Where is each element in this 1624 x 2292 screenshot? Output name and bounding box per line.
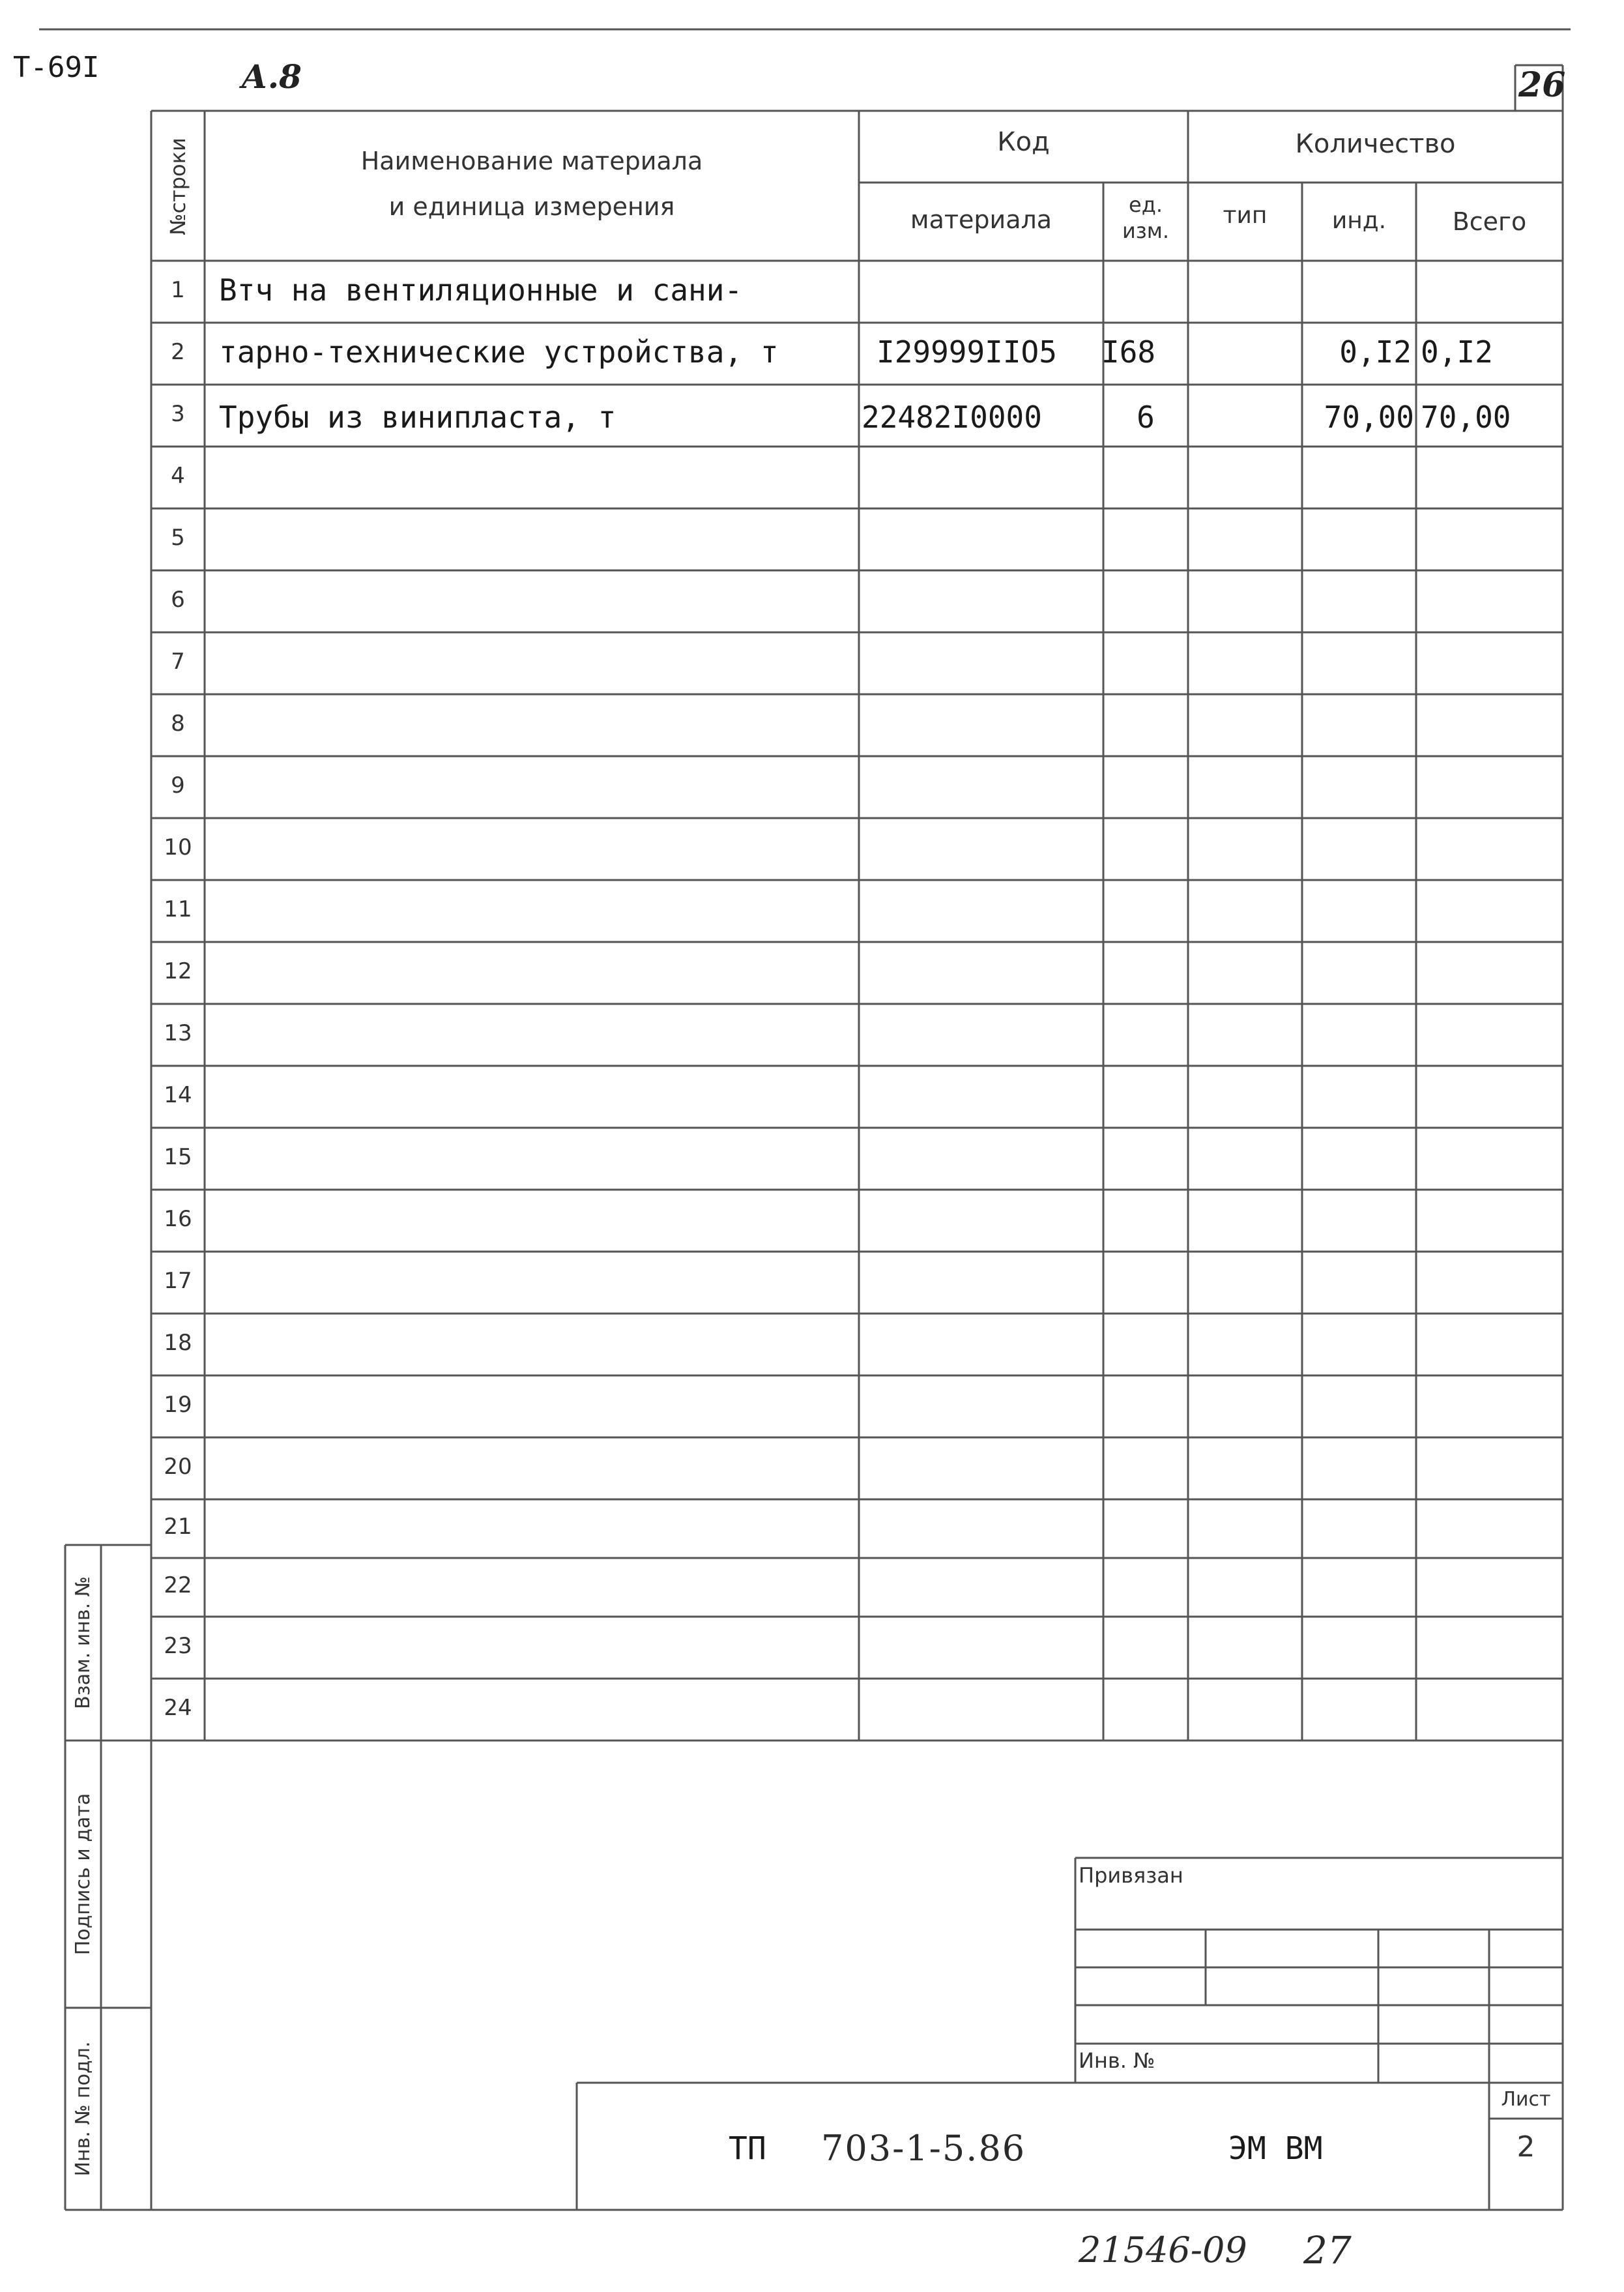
row-2-material-code: I29999IIO5 [877, 334, 1057, 370]
row-number: 2 [171, 339, 185, 365]
row-number: 12 [164, 958, 192, 984]
header-name-line1: Наименование материала [360, 147, 703, 175]
header-qty-type: тип [1223, 202, 1268, 229]
row-number: 16 [164, 1206, 192, 1232]
row-number: 6 [171, 587, 185, 613]
page-number: 27 [1303, 2228, 1352, 2272]
row-3-name: Трубы из винипласта, т [219, 400, 616, 435]
side-sign-date: Подпись и дата [72, 1793, 94, 1956]
row-number: 10 [164, 834, 192, 860]
designation-number: 703-1-5.86 [821, 2128, 1026, 2169]
row-2-unit-code: I68 [1101, 334, 1156, 370]
row-number: 8 [171, 711, 185, 737]
row-number: 5 [171, 525, 185, 551]
row-number: 22 [164, 1572, 192, 1598]
row-number: 13 [164, 1020, 192, 1046]
row-2-total: 0,I2 [1421, 334, 1493, 370]
row-2-name: тарно-технические устройства, т [219, 334, 779, 370]
header-row-number: №строки [166, 138, 190, 235]
row-number: 14 [164, 1082, 192, 1108]
header-code-unit-1: ед. [1129, 192, 1163, 217]
header-name-line2: и единица измерения [388, 192, 675, 221]
row-3-material-code: 22482I0000 [862, 400, 1042, 435]
row-number: 11 [164, 896, 192, 922]
row-3-unit-code: 6 [1137, 400, 1155, 435]
header-code-material: материала [910, 205, 1052, 234]
side-orig-inv: Инв. № подл. [72, 2041, 94, 2177]
header-code-unit-2: изм. [1122, 218, 1170, 243]
row-number: 1 [171, 277, 185, 303]
row-number: 17 [164, 1268, 192, 1294]
header-quantity: Количество [1295, 129, 1456, 159]
row-2-ind: 0,I2 [1339, 334, 1412, 370]
row-number: 3 [171, 401, 185, 427]
row-number: 18 [164, 1330, 192, 1356]
row-number: 20 [164, 1454, 192, 1480]
row-number: 23 [164, 1633, 192, 1659]
designation-mark: ЭМ ВМ [1228, 2130, 1323, 2167]
row-number: 9 [171, 772, 185, 799]
row-3-total: 70,00 [1421, 400, 1511, 435]
row-number: 21 [164, 1514, 192, 1540]
header-qty-total: Всего [1452, 207, 1527, 236]
row-3-ind: 70,00 [1324, 400, 1414, 435]
sheet-corner-number: 26 [1518, 65, 1566, 105]
series-code: Т-69I [13, 51, 100, 84]
row-number: 4 [171, 463, 185, 489]
sheet-label: Лист [1501, 2088, 1551, 2111]
side-replace-inv: Взам. инв. № [72, 1576, 94, 1709]
header-code: Код [997, 127, 1050, 157]
row-number: 24 [164, 1695, 192, 1721]
header-qty-ind: инд. [1331, 207, 1387, 234]
bound-label: Привязан [1079, 1863, 1183, 1888]
format-mark: А.8 [241, 57, 302, 96]
row-number: 19 [164, 1392, 192, 1418]
inv-no-label: Инв. № [1079, 2048, 1155, 2073]
sheet-value: 2 [1516, 2130, 1535, 2164]
row-number: 15 [164, 1144, 192, 1170]
row-number: 7 [171, 649, 185, 675]
archive-number: 21546-09 [1079, 2229, 1247, 2270]
row-1-name: Втч на вентиляционные и сани- [219, 272, 743, 308]
designation-tp: ТП [729, 2130, 766, 2167]
